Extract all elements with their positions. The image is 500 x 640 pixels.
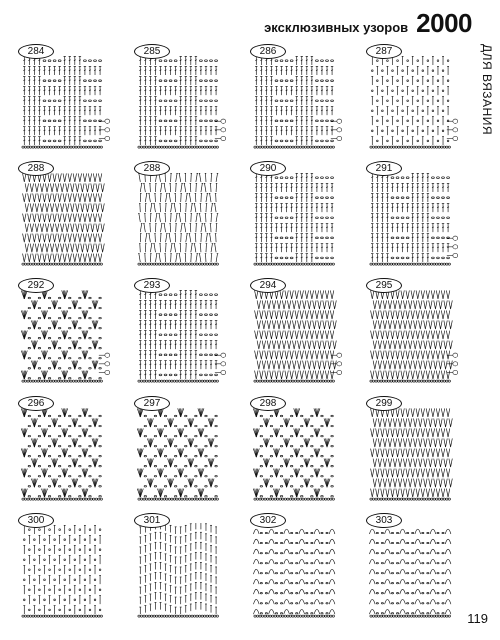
crochet-diagram-svg [250, 523, 344, 619]
crochet-diagram-svg [250, 406, 344, 502]
crochet-diagram-svg [250, 54, 344, 150]
crochet-diagram-svg [366, 171, 460, 267]
header-number: 2000 [416, 8, 472, 38]
crochet-chart [18, 54, 112, 150]
crochet-diagram-svg [18, 288, 112, 384]
pattern-number-label: 297 [134, 396, 170, 411]
pattern-number-label: 286 [250, 44, 286, 59]
pattern-cell [128, 161, 236, 272]
crochet-chart [366, 288, 460, 384]
crochet-chart [134, 54, 228, 150]
pattern-number-label: 288 [134, 161, 170, 176]
crochet-diagram-svg [250, 288, 344, 384]
pattern-number-label: 288 [18, 161, 54, 176]
page-number: 119 [467, 611, 488, 626]
crochet-diagram-svg [18, 54, 112, 150]
crochet-diagram-svg [250, 171, 344, 267]
crochet-diagram-svg [18, 523, 112, 619]
crochet-diagram-svg [134, 406, 228, 502]
crochet-chart [366, 523, 460, 619]
pattern-number-label: 302 [250, 513, 286, 528]
pattern-number-label: 301 [134, 513, 170, 528]
crochet-diagram-svg [134, 288, 228, 384]
crochet-chart [366, 54, 460, 150]
pattern-cell [244, 513, 352, 624]
crochet-diagram-svg [134, 523, 228, 619]
crochet-chart [134, 406, 228, 502]
crochet-chart [250, 406, 344, 502]
crochet-diagram-svg [366, 288, 460, 384]
crochet-diagram-svg [134, 54, 228, 150]
pattern-number-label: 285 [134, 44, 170, 59]
pattern-cell [360, 161, 468, 272]
pattern-number-label: 296 [18, 396, 54, 411]
crochet-chart [18, 523, 112, 619]
crochet-chart [250, 171, 344, 267]
pattern-number-label: 295 [366, 278, 402, 293]
crochet-diagram-svg [366, 54, 460, 150]
pattern-number-label: 294 [250, 278, 286, 293]
pattern-cell [12, 278, 120, 389]
crochet-chart [250, 523, 344, 619]
pattern-cell [12, 44, 120, 155]
pattern-cell [12, 513, 120, 624]
crochet-chart [366, 406, 460, 502]
crochet-chart [134, 523, 228, 619]
pattern-number-label: 292 [18, 278, 54, 293]
crochet-diagram-svg [18, 406, 112, 502]
pattern-number-label: 303 [366, 513, 402, 528]
crochet-diagram-svg [366, 406, 460, 502]
pattern-cell [128, 396, 236, 507]
pattern-number-label: 284 [18, 44, 54, 59]
crochet-chart [134, 171, 228, 267]
pattern-number-label: 300 [18, 513, 54, 528]
pattern-grid [12, 44, 468, 624]
pattern-cell [244, 396, 352, 507]
pattern-cell [12, 396, 120, 507]
crochet-diagram-svg [18, 171, 112, 267]
pattern-cell [128, 44, 236, 155]
pattern-cell [12, 161, 120, 272]
crochet-chart [18, 171, 112, 267]
pattern-number-label: 298 [250, 396, 286, 411]
pattern-cell [360, 513, 468, 624]
pattern-cell [244, 278, 352, 389]
crochet-chart [18, 288, 112, 384]
pattern-cell [360, 278, 468, 389]
pattern-number-label: 290 [250, 161, 286, 176]
header-subtitle: эксклюзивных узоров [264, 20, 409, 35]
side-label: ДЛЯ ВЯЗАНИЯ [480, 44, 494, 135]
crochet-diagram-svg [366, 523, 460, 619]
pattern-number-label: 291 [366, 161, 402, 176]
pattern-cell [128, 278, 236, 389]
pattern-number-label: 287 [366, 44, 402, 59]
pattern-cell [128, 513, 236, 624]
pattern-number-label: 299 [366, 396, 402, 411]
crochet-diagram-svg [134, 171, 228, 267]
crochet-chart [134, 288, 228, 384]
crochet-chart [18, 406, 112, 502]
pattern-cell [244, 44, 352, 155]
pattern-cell [244, 161, 352, 272]
pattern-cell [360, 396, 468, 507]
crochet-chart [250, 288, 344, 384]
pattern-cell [360, 44, 468, 155]
page-header [264, 8, 472, 36]
pattern-number-label: 293 [134, 278, 170, 293]
crochet-chart [366, 171, 460, 267]
crochet-chart [250, 54, 344, 150]
